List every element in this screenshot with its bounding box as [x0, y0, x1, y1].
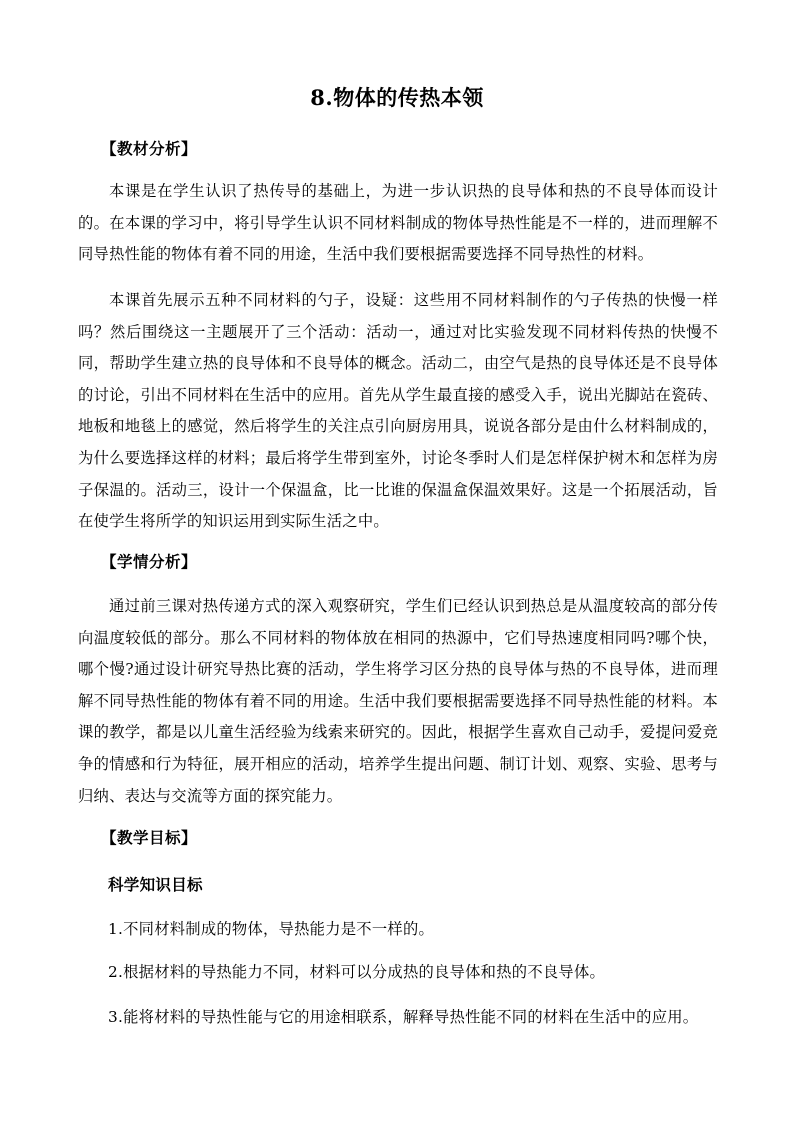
subheading-science-knowledge-goals: 科学知识目标 [108, 875, 203, 894]
paragraph-student-analysis: 通过前三课对热传递方式的深入观察研究，学生们已经认识到热总是从温度较高的部分传向温度较低的部分。那么不同材料的物体放在相同的热源中，它们导热速度相同吗?哪个快，哪个慢?通过设计研究导热比赛的活动，学生将学习区分热的良导体与热的不良导体，进而理解不同导热性能的物体有着不同的用途。生活中我们要根据需要选择不同导热性能的材料。本课的教学，都是以儿童生活经验为线索来研究的。因此，根据学生喜欢自己动手，爱提问爱竞争的情感和行为特征，展开相应的活动，培养学生提出问题、制订计划、观察、实验、思考与归纳、表达与交流等方面的探究能力。 [78, 597, 718, 805]
paragraph-textbook-analysis-2: 本课首先展示五种不同材料的勺子，设疑：这些用不同材料制作的勺子传热的快慢一样吗？然后围绕这一主题展开了三个活动：活动一，通过对比实验发现不同材料传热的快慢不同，帮助学生建立热的良导体和不良导体的概念。活动二，由空气是热的良导体还是不良导体的讨论，引出不同材料在生活中的应用。首先从学生最直接的感受入手，说出光脚站在瓷砖、地板和地毯上的感觉，然后将学生的关注点引向厨房用具，说说各部分是由什么材料制成的，为什么要选择这样的材料；最后将学生带到室外，讨论冬季时人们是怎样保护树木和怎样为房子保温的。活动三，设计一个保温盒，比一比谁的保温盒保温效果好。这是一个拓展活动，旨在使学生将所学的知识运用到实际生活之中。 [78, 291, 718, 531]
paragraph-textbook-analysis-1: 本课是在学生认识了热传导的基础上，为进一步认识热的良导体和热的不良导体而设计的。在本课的学习中，将引导学生认识不同材料制成的物体导热性能是不一样的，进而理解不同导热性能的物体有着不同的用途，生活中我们要根据需要选择不同导热性的材料。 [78, 182, 718, 264]
section-heading-teaching-goals: 【教学目标】 [101, 828, 198, 847]
goal-item-3: 3.能将材料的导热性能与它的用途相联系，解释导热性能不同的材料在生活中的应用。 [108, 1008, 699, 1026]
goal-item-2: 2.根据材料的导热能力不同，材料可以分成热的良导体和热的不良导体。 [108, 963, 606, 981]
goal-item-1: 1.不同材料制成的物体，导热能力是不一样的。 [108, 920, 435, 938]
section-heading-student-analysis: 【学情分析】 [101, 552, 198, 571]
page-title: 8.物体的传热本领 [310, 85, 484, 110]
section-heading-textbook-analysis: 【教材分析】 [101, 139, 198, 158]
